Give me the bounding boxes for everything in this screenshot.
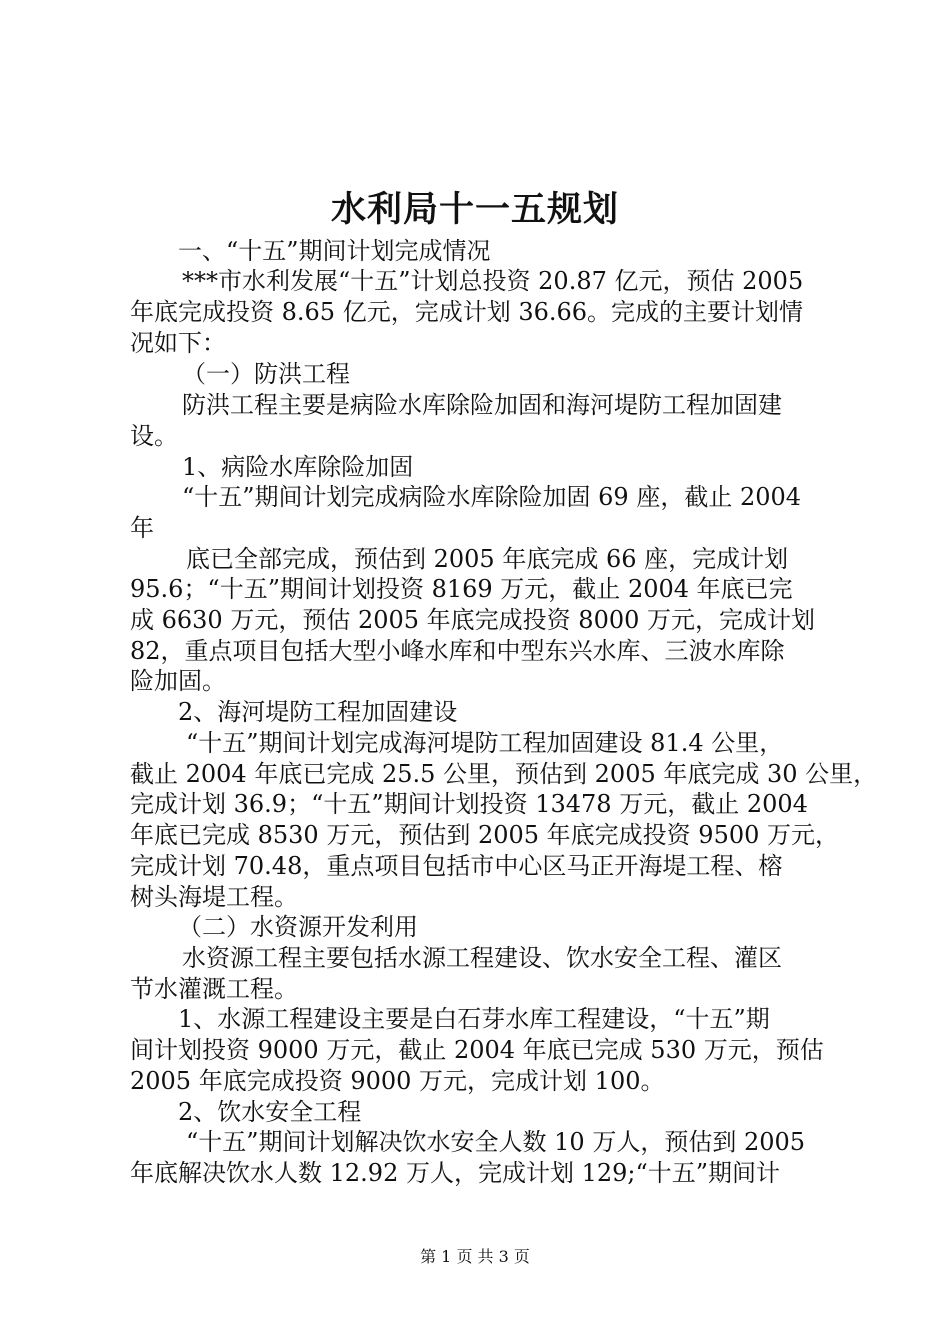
text-line: 水资源工程主要包括水源工程建设、饮水安全工程、灌区	[182, 944, 782, 972]
text-line: 底已全部完成，预估到 2005 年底完成 66 座，完成计划	[186, 545, 789, 573]
text-line: 树头海堤工程。	[130, 883, 298, 911]
text-line: 95.6；“十五”期间计划投资 8169 万元，截止 2004 年底已完	[130, 575, 793, 603]
text-line: 2、饮水安全工程	[178, 1098, 362, 1126]
text-line: 82，重点项目包括大型小峰水库和中型东兴水库、三波水库除	[130, 637, 785, 665]
text-line: 设。	[130, 422, 178, 450]
text-line: 防洪工程主要是病险水库除险加固和海河堤防工程加固建	[182, 391, 782, 419]
text-line: 况如下：	[130, 329, 226, 357]
text-line: 节水灌溉工程。	[130, 975, 298, 1003]
text-line: 年底解决饮水人数 12.92 万人，完成计划 129;“十五”期间计	[130, 1159, 781, 1187]
text-line: 成 6630 万元，预估 2005 年底完成投资 8000 万元，完成计划	[130, 606, 816, 634]
text-line: 年	[130, 514, 154, 542]
text-line: 1、水源工程建设主要是白石芽水库工程建设，“十五”期	[178, 1005, 770, 1033]
text-line: 年底完成投资 8.65 亿元，完成计划 36.66。完成的主要计划情	[130, 298, 804, 326]
text-line: 间计划投资 9000 万元，截止 2004 年底已完成 530 万元，预估	[130, 1036, 824, 1064]
text-line: 完成计划 70.48，重点项目包括市中心区马正开海堤工程、榕	[130, 852, 783, 880]
text-line: 完成计划 36.9；“十五”期间计划投资 13478 万元，截止 2004	[130, 790, 808, 818]
text-line: ***市水利发展“十五”计划总投资 20.87 亿元，预估 2005	[182, 267, 804, 295]
text-line: （一）防洪工程	[182, 360, 350, 388]
text-line: 一、“十五”期间计划完成情况	[178, 237, 491, 265]
page-footer: 第 1 页 共 3 页	[420, 1247, 530, 1266]
text-line: “十五”期间计划完成海河堤防工程加固建设 81.4 公里，	[186, 729, 784, 757]
text-line: 年底已完成 8530 万元，预估到 2005 年底完成投资 9500 万元，	[130, 821, 840, 849]
text-line: 1、病险水库除险加固	[182, 453, 414, 481]
text-line: “十五”期间计划完成病险水库除险加固 69 座，截止 2004	[182, 483, 802, 511]
text-line: （二）水资源开发利用	[178, 913, 418, 941]
text-line: 2、海河堤防工程加固建设	[178, 698, 458, 726]
text-line: “十五”期间计划解决饮水安全人数 10 万人，预估到 2005	[186, 1128, 806, 1156]
text-line: 险加固。	[130, 667, 226, 695]
text-line: 截止 2004 年底已完成 25.5 公里，预估到 2005 年底完成 30 公里，	[130, 760, 878, 788]
document-title: 水利局十一五规划	[330, 189, 619, 230]
text-line: 2005 年底完成投资 9000 万元，完成计划 100。	[130, 1067, 665, 1095]
